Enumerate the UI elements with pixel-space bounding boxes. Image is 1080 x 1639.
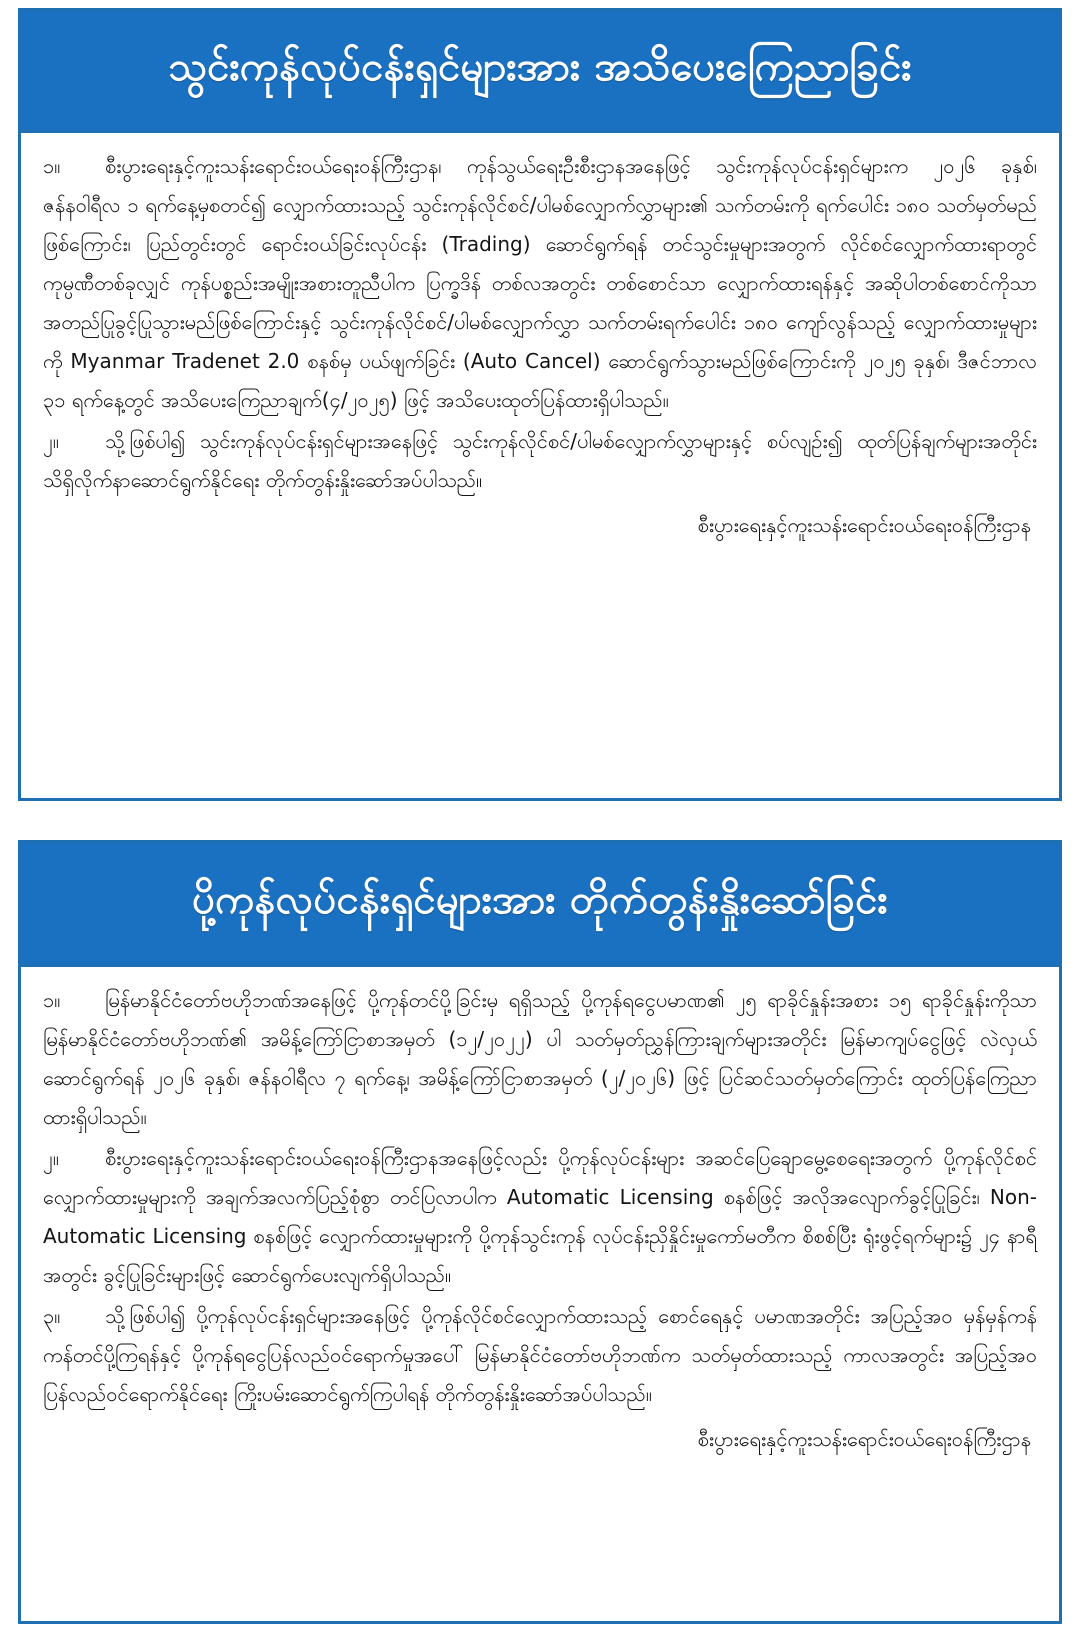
paragraph-text: စီးပွားရေးနှင့်ကူးသန်းရောင်းဝယ်ရေးဝန်ကြီးဌာနအနေဖြင့်လည်း ပို့ကုန်လုပ်ငန်းများ အဆင်ပြေချောမွေ့စေရေးအတွက် ပို့ကုန်လိုင်စင်လျှောက်ထားမှုများကို အချက်အလက်ပြည့်စုံစွာ တင်ပြလာပါက Automatic Licensing စနစ်ဖြင့် အလိုအလျောက်ခွင့်ပြုခြင်း၊ Non-Automatic Licensing စနစ်ဖြင့် လျှောက်ထားမှုများကို ပို့ကုန်သွင်းကုန် လုပ်ငန်းညှိနှိုင်းမှုကော်မတီက စိစစ်ပြီး ရုံးဖွင့်ရက်များ၌ ၂၄ နာရီအတွင်း ခွင့်ပြုခြင်းများဖြင့် ဆောင်ရွက်ပေးလျက်ရှိပါသည်။: [43, 1146, 1037, 1287]
import-notice: [18, 8, 1062, 801]
import-notice-paragraph-2: [43, 422, 1037, 500]
paragraph-text: သို့ဖြစ်ပါ၍ သွင်းကုန်လုပ်ငန်းရှင်များအနေဖြင့် သွင်းကုန်လိုင်စင်/ပါမစ်လျှောက်လွှာများနှင့် စပ်လျဉ်း၍ ထုတ်ပြန်ချက်များအတိုင်း သိရှိလိုက်နာဆောင်ရွက်နိုင်ရေး တိုက်တွန်းနှိုးဆော်အပ်ပါသည်။: [43, 429, 1037, 492]
paragraph-text: မြန်မာနိုင်ငံတော်ဗဟိုဘဏ်အနေဖြင့် ပို့ကုန်တင်ပို့ခြင်းမှ ရရှိသည့် ပို့ကုန်ရငွေပမာဏ၏ ၂၅ ရာခိုင်နှုန်းအစား ၁၅ ရာခိုင်နှုန်းကိုသာ မြန်မာနိုင်ငံတော်ဗဟိုဘဏ်၏ အမိန့်ကြော်ငြာစာအမှတ် (၁၂/၂၀၂၂) ပါ သတ်မှတ်ညွှန်ကြားချက်များအတိုင်း မြန်မာကျပ်ငွေဖြင့် လဲလှယ်ဆောင်ရွက်ရန် ၂၀၂၆ ခုနှစ်၊ ဇန်နဝါရီလ ၇ ရက်နေ့၊ အမိန့်ကြော်ငြာစာအမှတ် (၂/၂၀၂၆) ဖြင့် ပြင်ဆင်သတ်မှတ်ကြောင်း ထုတ်ပြန်ကြေညာထားရှိပါသည်။: [43, 988, 1037, 1129]
export-notice-banner: [21, 843, 1059, 967]
paragraph-number: ၁။: [43, 154, 61, 178]
import-notice-banner: [21, 11, 1059, 133]
paragraph-text: စီးပွားရေးနှင့်ကူးသန်းရောင်းဝယ်ရေးဝန်ကြီးဌာန၊ ကုန်သွယ်ရေးဦးစီးဌာနအနေဖြင့် သွင်းကုန်လုပ်ငန်းရှင်များက ၂၀၂၆ ခုနှစ်၊ ဇန်နဝါရီလ ၁ ရက်နေ့မှစတင်၍ လျှောက်ထားသည့် သွင်းကုန်လိုင်စင်/ပါမစ်လျှောက်လွှာများ၏ သက်တမ်းကို ရက်ပေါင်း ၁၈၀ သတ်မှတ်မည်ဖြစ်ကြောင်း၊ ပြည်တွင်းတွင် ရောင်းဝယ်ခြင်းလုပ်ငန်း (Trading) ဆောင်ရွက်ရန် တင်သွင်းမှုများအတွက် လိုင်စင်လျှောက်ထားရာတွင် ကုမ္ပဏီတစ်ခုလျှင် ကုန်ပစ္စည်းအမျိုးအစားတူညီပါက ပြက္ခဒိန် တစ်လအတွင်း တစ်စောင်သာ လျှောက်ထားရန်နှင့် အဆိုပါတစ်စောင်ကိုသာ အတည်ပြုခွင့်ပြုသွားမည်ဖြစ်ကြောင်းနှင့် သွင်းကုန်လိုင်စင်/ပါမစ်လျှောက်လွှာ သက်တမ်းရက်ပေါင်း ၁၈၀ ကျော်လွန်သည့် လျှောက်ထားမှုများကို Myanmar Tradenet 2.0 စနစ်မှ ပယ်ဖျက်ခြင်း (Auto Cancel) ဆောင်ရွက်သွားမည်ဖြစ်ကြောင်းကို ၂၀၂၅ ခုနှစ်၊ ဒီဇင်ဘာလ ၃၁ ရက်နေ့တွင် အသိပေးကြေညာချက်(၄/၂၀၂၅) ဖြင့် အသိပေးထုတ်ပြန်ထားရှိပါသည်။: [43, 154, 1037, 412]
export-notice-paragraph-3: [43, 1297, 1037, 1414]
export-notice-paragraph-2: [43, 1139, 1037, 1295]
export-notice: [18, 840, 1062, 1624]
export-notice-title: ပို့ကုန်လုပ်ငန်းရှင်များအား တိုက်တွန်းနှိုးဆော်ခြင်း: [192, 877, 888, 923]
export-notice-body: [21, 967, 1059, 1459]
import-notice-paragraph-1: [43, 147, 1037, 420]
import-notice-signature: စီးပွားရေးနှင့်ကူးသန်းရောင်းဝယ်ရေးဝန်ကြီးဌာန: [697, 513, 1031, 537]
export-notice-paragraph-1: [43, 981, 1037, 1137]
import-notice-body: [21, 133, 1059, 545]
paragraph-number: ၃။: [43, 1304, 61, 1328]
paragraph-number: ၂။: [43, 1146, 59, 1170]
import-notice-title: သွင်းကုန်လုပ်ငန်းရှင်များအား အသိပေးကြေညာခြင်း: [168, 44, 912, 90]
export-notice-signature: စီးပွားရေးနှင့်ကူးသန်းရောင်းဝယ်ရေးဝန်ကြီးဌာန: [697, 1427, 1031, 1451]
paragraph-number: ၂။: [43, 429, 59, 453]
paragraph-number: ၁။: [43, 988, 61, 1012]
paragraph-text: သို့ဖြစ်ပါ၍ ပို့ကုန်လုပ်ငန်းရှင်များအနေဖြင့် ပို့ကုန်လိုင်စင်လျှောက်ထားသည့် စောင်ရေနှင့် ပမာဏအတိုင်း အပြည့်အဝ မှန်မှန်ကန်ကန်တင်ပို့ကြရန်နှင့် ပို့ကုန်ရငွေပြန်လည်ဝင်ရောက်မှုအပေါ် မြန်မာနိုင်ငံတော်ဗဟိုဘဏ်က သတ်မှတ်ထားသည့် ကာလအတွင်း အပြည့်အဝပြန်လည်ဝင်ရောက်နိုင်ရေး ကြိုးပမ်းဆောင်ရွက်ကြပါရန် တိုက်တွန်းနှိုးဆော်အပ်ပါသည်။: [43, 1304, 1037, 1406]
